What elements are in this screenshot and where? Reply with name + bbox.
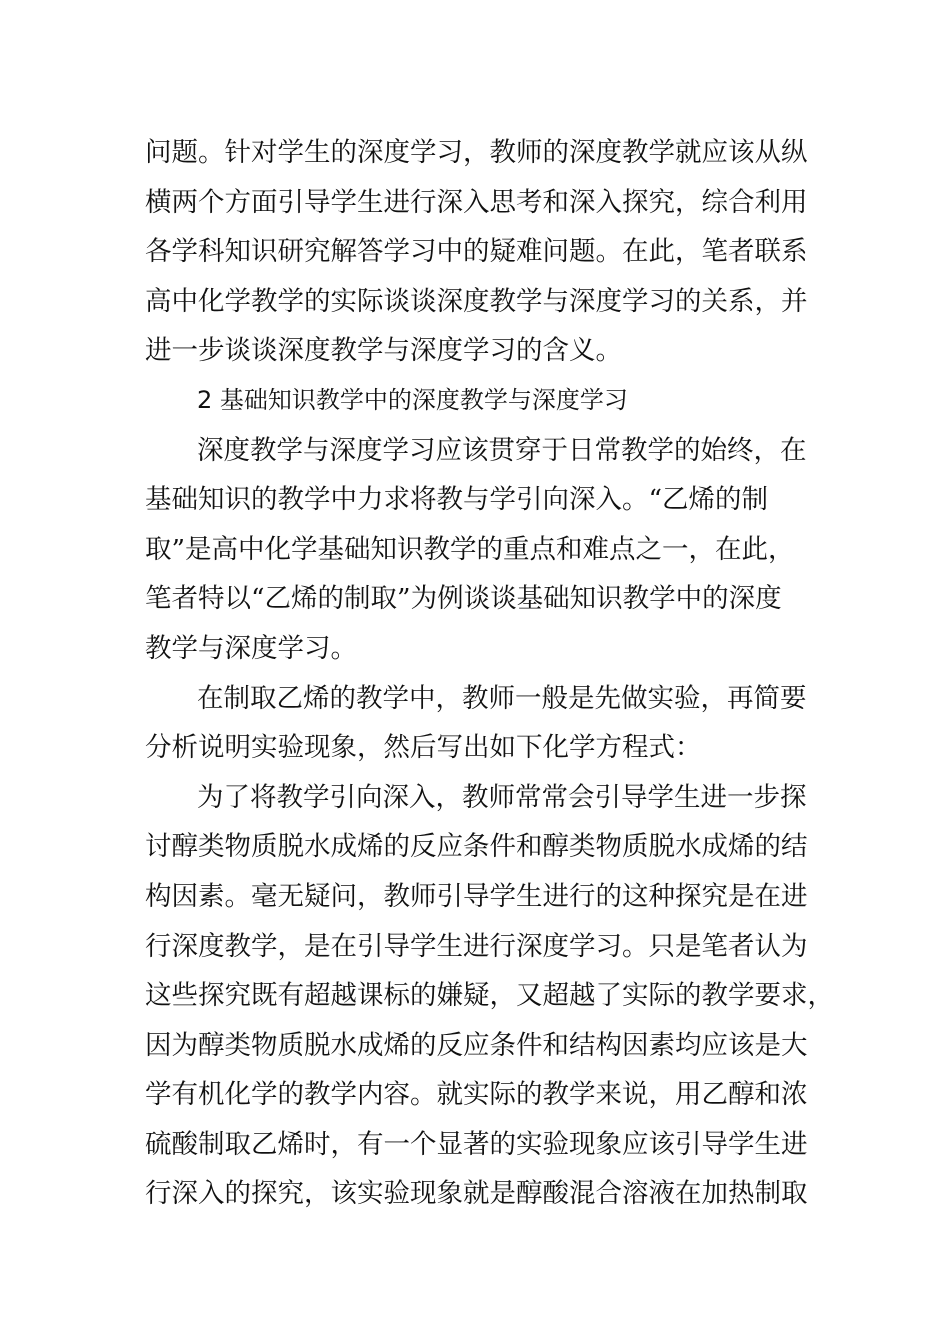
paragraph-line: 为了将教学引向深入，教师常常会引导学生进一步探 [197, 781, 807, 813]
section-heading: 2 基础知识教学中的深度教学与深度学习 [197, 385, 628, 414]
paragraph-line: 分析说明实验现象，然后写出如下化学方程式： [145, 732, 702, 764]
paragraph-line: 在制取乙烯的教学中，教师一般是先做实验，再简要 [197, 682, 807, 714]
paragraph-line: 问题。针对学生的深度学习，教师的深度教学就应该从纵 [145, 137, 808, 168]
paragraph-line: 笔者特以“乙烯的制取”为例谈谈基础知识教学中的深度 [145, 583, 782, 615]
paragraph-line: 学有机化学的教学内容。就实际的教学来说，用乙醇和浓 [145, 1079, 808, 1111]
paragraph-line: 行深度教学，是在引导学生进行深度学习。只是笔者认为 [145, 930, 808, 962]
paragraph-line: 高中化学教学的实际谈谈深度教学与深度学习的关系，并 [145, 285, 808, 317]
paragraph-line: 深度教学与深度学习应该贯穿于日常教学的始终，在 [197, 434, 807, 466]
paragraph-line: 取”是高中化学基础知识教学的重点和难点之一，在此， [145, 533, 795, 565]
paragraph-line: 行深入的探究，该实验现象就是醇酸混合溶液在加热制取 [145, 1178, 808, 1210]
paragraph-line: 因为醇类物质脱水成烯的反应条件和结构因素均应该是大 [145, 1029, 808, 1061]
paragraph-line: 这些探究既有超越课标的嫌疑，又超越了实际的教学要求， [145, 980, 834, 1012]
paragraph-line: 各学科知识研究解答学习中的疑难问题。在此，笔者联系 [145, 236, 808, 268]
paragraph-line: 基础知识的教学中力求将教与学引向深入。“乙烯的制 [145, 484, 769, 516]
paragraph-line: 横两个方面引导学生进行深入思考和深入探究，综合利用 [145, 186, 808, 218]
paragraph-line: 构因素。毫无疑问，教师引导学生进行的这种探究是在进 [145, 880, 808, 912]
paragraph-line: 硫酸制取乙烯时，有一个显著的实验现象应该引导学生进 [145, 1128, 808, 1160]
paragraph-line: 讨醇类物质脱水成烯的反应条件和醇类物质脱水成烯的结 [145, 831, 808, 863]
paragraph-line: 教学与深度学习。 [145, 632, 357, 664]
document-body [145, 128, 834, 1219]
paragraph-line: 进一步谈谈深度教学与深度学习的含义。 [145, 335, 622, 367]
